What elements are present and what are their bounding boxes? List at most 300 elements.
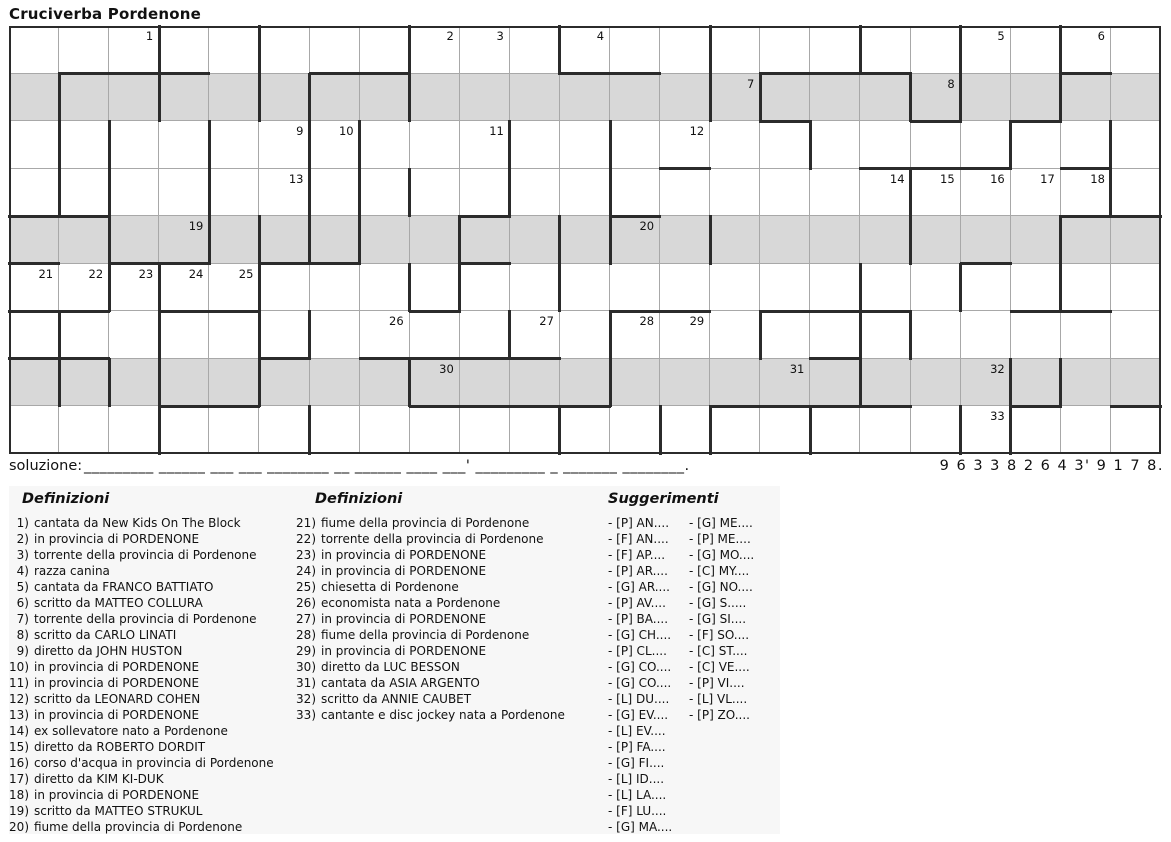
- grid-cell[interactable]: [510, 406, 560, 454]
- grid-cell[interactable]: [209, 26, 259, 74]
- grid-cell[interactable]: [9, 169, 59, 217]
- grid-cell[interactable]: [310, 216, 360, 264]
- grid-cell[interactable]: [911, 216, 961, 264]
- grid-cell[interactable]: [209, 169, 259, 217]
- grid-cell[interactable]: [259, 74, 309, 122]
- grid-cell[interactable]: [760, 169, 810, 217]
- grid-cell[interactable]: [259, 26, 309, 74]
- grid-cell[interactable]: [59, 264, 109, 312]
- grid-cell[interactable]: [560, 74, 610, 122]
- grid-cell[interactable]: [159, 406, 209, 454]
- grid-cell[interactable]: [961, 359, 1011, 407]
- clue-number: 31: [789, 361, 805, 376]
- grid-cell[interactable]: [360, 26, 410, 74]
- clue-index: 17): [9, 772, 29, 786]
- grid-cell[interactable]: [259, 121, 309, 169]
- grid-cell[interactable]: [1011, 74, 1061, 122]
- grid-wall: [859, 310, 862, 360]
- grid-cell[interactable]: [560, 121, 610, 169]
- grid-wall: [458, 215, 461, 265]
- grid-cell[interactable]: [460, 216, 510, 264]
- grid-cell[interactable]: [510, 121, 560, 169]
- grid-wall: [1059, 358, 1062, 408]
- clue-text: scritto da CARLO LINATI: [34, 628, 177, 642]
- grid-cell[interactable]: [710, 311, 760, 359]
- grid-cell[interactable]: [159, 121, 209, 169]
- grid-cell[interactable]: [460, 121, 510, 169]
- grid-cell[interactable]: [9, 359, 59, 407]
- grid-cell[interactable]: [1061, 264, 1111, 312]
- grid-cell[interactable]: [159, 74, 209, 122]
- grid-cell[interactable]: [310, 264, 360, 312]
- clue-number: 13: [288, 171, 304, 186]
- grid-wall: [408, 168, 411, 218]
- clue-number: 28: [639, 314, 655, 329]
- grid-cell[interactable]: [760, 121, 810, 169]
- grid-cell[interactable]: [610, 406, 660, 454]
- suggestion-item: - [G] CO....: [608, 676, 672, 690]
- grid-cell[interactable]: [259, 311, 309, 359]
- grid-cell[interactable]: [961, 264, 1011, 312]
- grid-cell[interactable]: [911, 359, 961, 407]
- definition-item: [296, 675, 565, 691]
- grid-wall: [609, 310, 612, 360]
- grid-cell[interactable]: [510, 359, 560, 407]
- grid-cell[interactable]: [860, 264, 910, 312]
- grid-cell[interactable]: [109, 121, 159, 169]
- clue-number: 24: [188, 266, 204, 281]
- suggestion-item: - [P] AN....: [608, 516, 670, 530]
- grid-cell[interactable]: [310, 311, 360, 359]
- grid-cell[interactable]: [760, 216, 810, 264]
- grid-cell[interactable]: [410, 264, 460, 312]
- grid-cell[interactable]: [610, 26, 660, 74]
- grid-wall: [158, 25, 161, 75]
- grid-cell[interactable]: [410, 74, 460, 122]
- grid-cell[interactable]: [610, 216, 660, 264]
- grid-cell[interactable]: [860, 26, 910, 74]
- grid-cell[interactable]: [159, 311, 209, 359]
- grid-wall: [409, 310, 461, 313]
- grid-cell[interactable]: [109, 406, 159, 454]
- grid-cell[interactable]: [460, 359, 510, 407]
- grid-cell[interactable]: [560, 311, 610, 359]
- grid-cell[interactable]: [159, 216, 209, 264]
- grid-cell[interactable]: [710, 359, 760, 407]
- grid-cell[interactable]: [410, 121, 460, 169]
- grid-cell[interactable]: [460, 406, 510, 454]
- grid-wall: [459, 215, 511, 218]
- grid-cell[interactable]: [560, 216, 610, 264]
- clue-text: in provincia di PORDENONE: [321, 564, 487, 578]
- grid-cell[interactable]: [1061, 311, 1111, 359]
- clue-text: in provincia di PORDENONE: [321, 612, 487, 626]
- grid-cell[interactable]: [710, 74, 760, 122]
- grid-cell[interactable]: [610, 121, 660, 169]
- grid-cell[interactable]: [1111, 359, 1161, 407]
- grid-cell[interactable]: [710, 169, 760, 217]
- clue-index: 13): [9, 708, 29, 722]
- grid-cell[interactable]: [360, 74, 410, 122]
- grid-cell[interactable]: [911, 169, 961, 217]
- definition-item: [296, 515, 565, 531]
- grid-cell[interactable]: [209, 74, 259, 122]
- clue-index: 18): [9, 788, 29, 802]
- grid-cell[interactable]: [1111, 26, 1161, 74]
- grid-cell[interactable]: [961, 169, 1011, 217]
- grid-cell[interactable]: [660, 74, 710, 122]
- grid-cell[interactable]: [159, 359, 209, 407]
- suggestion-item: - [G] CH....: [608, 628, 672, 642]
- grid-cell[interactable]: [610, 359, 660, 407]
- grid-wall: [709, 405, 712, 455]
- grid-cell[interactable]: [310, 359, 360, 407]
- grid-cell[interactable]: [911, 311, 961, 359]
- clue-text: fiume della provincia di Pordenone: [321, 516, 530, 530]
- grid-cell[interactable]: [109, 311, 159, 359]
- grid-cell[interactable]: [660, 264, 710, 312]
- grid-cell[interactable]: [259, 216, 309, 264]
- clue-text: economista nata a Pordenone: [321, 596, 501, 610]
- grid-cell[interactable]: [560, 169, 610, 217]
- clue-text: chiesetta di Pordenone: [321, 580, 459, 594]
- grid-wall: [158, 405, 161, 455]
- grid-cell[interactable]: [810, 406, 860, 454]
- grid-cell[interactable]: [310, 406, 360, 454]
- grid-wall: [1010, 405, 1062, 408]
- grid-cell[interactable]: [860, 74, 910, 122]
- grid-cell[interactable]: [360, 169, 410, 217]
- grid-cell[interactable]: [9, 26, 59, 74]
- grid-cell[interactable]: [1011, 311, 1061, 359]
- suggestion-item: - [P] FA....: [608, 740, 666, 754]
- grid-cell[interactable]: [660, 406, 710, 454]
- grid-cell[interactable]: [310, 121, 360, 169]
- grid-wall: [1060, 72, 1112, 75]
- grid-cell[interactable]: [310, 169, 360, 217]
- grid-cell[interactable]: [660, 121, 710, 169]
- grid-cell[interactable]: [410, 216, 460, 264]
- grid-cell[interactable]: [59, 216, 109, 264]
- grid-wall: [709, 73, 712, 123]
- grid-cell[interactable]: [410, 26, 460, 74]
- grid-cell[interactable]: [1061, 74, 1111, 122]
- grid-cell[interactable]: [1061, 406, 1111, 454]
- definitions-right-heading: Definizioni: [315, 491, 403, 507]
- grid-cell[interactable]: [911, 406, 961, 454]
- grid-cell[interactable]: [510, 311, 560, 359]
- grid-cell[interactable]: [961, 216, 1011, 264]
- grid-wall: [609, 215, 612, 265]
- definition-item: [9, 531, 274, 547]
- grid-wall: [358, 168, 361, 218]
- grid-cell[interactable]: [460, 74, 510, 122]
- grid-cell[interactable]: [209, 406, 259, 454]
- grid-cell[interactable]: [660, 26, 710, 74]
- clue-text: in provincia di PORDENONE: [34, 676, 200, 690]
- grid-cell[interactable]: [1111, 264, 1161, 312]
- grid-cell[interactable]: [1011, 169, 1061, 217]
- definition-item: [296, 643, 565, 659]
- grid-cell[interactable]: [1061, 169, 1111, 217]
- grid-cell[interactable]: [860, 216, 910, 264]
- grid-cell[interactable]: [810, 264, 860, 312]
- grid-wall: [258, 358, 261, 408]
- grid-cell[interactable]: [209, 359, 259, 407]
- grid-cell[interactable]: [810, 359, 860, 407]
- grid-cell[interactable]: [560, 359, 610, 407]
- grid-cell[interactable]: [510, 216, 560, 264]
- clue-text: ex sollevatore nato a Pordenone: [34, 724, 228, 738]
- grid-cell[interactable]: [460, 311, 510, 359]
- grid-cell[interactable]: [911, 26, 961, 74]
- grid-cell[interactable]: [360, 121, 410, 169]
- grid-cell[interactable]: [1111, 216, 1161, 264]
- grid-cell[interactable]: [259, 169, 309, 217]
- grid-cell[interactable]: [259, 264, 309, 312]
- grid-cell[interactable]: [760, 406, 810, 454]
- grid-cell[interactable]: [59, 169, 109, 217]
- grid-cell[interactable]: [1111, 121, 1161, 169]
- grid-cell[interactable]: [109, 26, 159, 74]
- suggestion-item: - [L] DU....: [608, 692, 670, 706]
- grid-cell[interactable]: [59, 26, 109, 74]
- grid-cell[interactable]: [911, 264, 961, 312]
- grid-wall: [258, 215, 261, 265]
- grid-wall: [58, 168, 61, 218]
- solution-blanks[interactable]: _________ ______ ___ ___ ________ __ ______ ____ ___' _________ _ _______ ________.: [84, 458, 690, 474]
- grid-cell[interactable]: [810, 169, 860, 217]
- grid-cell[interactable]: [1011, 264, 1061, 312]
- grid-wall: [158, 310, 161, 360]
- grid-cell[interactable]: [660, 359, 710, 407]
- grid-wall: [809, 357, 861, 360]
- grid-cell[interactable]: [710, 121, 760, 169]
- grid-cell[interactable]: [660, 169, 710, 217]
- grid-cell[interactable]: [1011, 406, 1061, 454]
- grid-cell[interactable]: [860, 121, 910, 169]
- grid-cell[interactable]: [610, 264, 660, 312]
- clue-text: torrente della provincia di Pordenone: [34, 548, 257, 562]
- suggestion-item: - [G] AR....: [608, 580, 670, 594]
- definition-item: [9, 675, 274, 691]
- suggestion-item: - [C] MY....: [689, 564, 750, 578]
- definition-item: [9, 739, 274, 755]
- grid-cell[interactable]: [460, 264, 510, 312]
- suggestion-item: - [L] LA....: [608, 788, 667, 802]
- grid-cell[interactable]: [259, 406, 309, 454]
- grid-cell[interactable]: [610, 169, 660, 217]
- grid-cell[interactable]: [59, 406, 109, 454]
- grid-cell[interactable]: [1011, 26, 1061, 74]
- grid-cell[interactable]: [1011, 216, 1061, 264]
- grid-cell[interactable]: [410, 359, 460, 407]
- grid-wall: [558, 25, 561, 75]
- clue-number: 12: [689, 124, 705, 139]
- grid-cell[interactable]: [310, 74, 360, 122]
- crossword-grid: [9, 26, 1161, 454]
- clue-number: 32: [990, 361, 1005, 376]
- grid-cell[interactable]: [610, 74, 660, 122]
- grid-wall: [559, 72, 661, 75]
- grid-cell[interactable]: [1061, 121, 1111, 169]
- grid-cell[interactable]: [109, 74, 159, 122]
- grid-cell[interactable]: [810, 311, 860, 359]
- grid-cell[interactable]: [760, 311, 810, 359]
- grid-cell[interactable]: [209, 121, 259, 169]
- grid-cell[interactable]: [860, 311, 910, 359]
- grid-cell[interactable]: [1011, 121, 1061, 169]
- grid-cell[interactable]: [460, 26, 510, 74]
- grid-cell[interactable]: [159, 264, 209, 312]
- grid-cell[interactable]: [961, 74, 1011, 122]
- grid-cell[interactable]: [760, 264, 810, 312]
- grid-cell[interactable]: [860, 359, 910, 407]
- grid-wall: [960, 262, 1012, 265]
- solution-label: soluzione:: [9, 458, 83, 474]
- grid-cell[interactable]: [1061, 216, 1111, 264]
- grid-cell[interactable]: [1111, 74, 1161, 122]
- grid-cell[interactable]: [360, 359, 410, 407]
- grid-cell[interactable]: [860, 169, 910, 217]
- clue-number: 10: [338, 124, 354, 139]
- grid-cell[interactable]: [961, 121, 1011, 169]
- grid-cell[interactable]: [760, 26, 810, 74]
- grid-cell[interactable]: [810, 216, 860, 264]
- grid-cell[interactable]: [109, 216, 159, 264]
- grid-cell[interactable]: [360, 311, 410, 359]
- grid-cell[interactable]: [209, 216, 259, 264]
- grid-cell[interactable]: [259, 359, 309, 407]
- clue-index: 29): [296, 644, 316, 658]
- grid-cell[interactable]: [9, 311, 59, 359]
- grid-cell[interactable]: [810, 74, 860, 122]
- grid-cell[interactable]: [810, 121, 860, 169]
- suggestion-item: - [G] FI....: [608, 756, 665, 770]
- grid-cell[interactable]: [159, 26, 209, 74]
- grid-cell[interactable]: [660, 311, 710, 359]
- grid-cell[interactable]: [360, 406, 410, 454]
- grid-cell[interactable]: [510, 169, 560, 217]
- clue-number: 16: [990, 171, 1005, 186]
- grid-wall: [759, 310, 762, 360]
- grid-wall: [408, 358, 411, 408]
- grid-wall: [659, 405, 662, 455]
- definition-item: [9, 627, 274, 643]
- grid-cell[interactable]: [9, 264, 59, 312]
- grid-cell[interactable]: [760, 74, 810, 122]
- grid-cell[interactable]: [510, 26, 560, 74]
- grid-cell[interactable]: [810, 26, 860, 74]
- grid-cell[interactable]: [710, 264, 760, 312]
- grid-cell[interactable]: [961, 311, 1011, 359]
- grid-cell[interactable]: [961, 406, 1011, 454]
- grid-wall: [959, 405, 962, 455]
- clue-index: 15): [9, 740, 29, 754]
- grid-cell[interactable]: [1061, 359, 1111, 407]
- grid-wall: [208, 120, 211, 170]
- suggestion-item: - [G] EV....: [608, 708, 669, 722]
- grid-cell[interactable]: [710, 216, 760, 264]
- grid-cell[interactable]: [209, 264, 259, 312]
- grid-cell[interactable]: [59, 359, 109, 407]
- grid-cell[interactable]: [510, 74, 560, 122]
- definition-item: [9, 723, 274, 739]
- grid-cell[interactable]: [710, 406, 760, 454]
- grid-cell[interactable]: [1111, 169, 1161, 217]
- suggestion-item: - [F] AP....: [608, 548, 666, 562]
- grid-cell[interactable]: [9, 74, 59, 122]
- grid-cell[interactable]: [760, 359, 810, 407]
- grid-cell[interactable]: [59, 311, 109, 359]
- suggestion-item: - [F] SO....: [689, 628, 750, 642]
- grid-cell[interactable]: [410, 169, 460, 217]
- grid-cell[interactable]: [560, 406, 610, 454]
- grid-cell[interactable]: [911, 74, 961, 122]
- grid-cell[interactable]: [961, 26, 1011, 74]
- grid-cell[interactable]: [560, 264, 610, 312]
- grid-cell[interactable]: [109, 264, 159, 312]
- clue-text: razza canina: [34, 564, 110, 578]
- grid-cell[interactable]: [59, 74, 109, 122]
- definition-item: [296, 531, 565, 547]
- clue-number: 3: [496, 29, 504, 43]
- grid-cell[interactable]: [860, 406, 910, 454]
- grid-cell[interactable]: [510, 264, 560, 312]
- grid-wall: [58, 72, 210, 75]
- grid-cell[interactable]: [410, 406, 460, 454]
- grid-cell[interactable]: [9, 121, 59, 169]
- grid-cell[interactable]: [710, 26, 760, 74]
- grid-cell[interactable]: [560, 26, 610, 74]
- grid-cell[interactable]: [360, 216, 410, 264]
- grid-cell[interactable]: [410, 311, 460, 359]
- grid-wall: [1010, 120, 1062, 123]
- clue-text: corso d'acqua in provincia di Pordenone: [34, 756, 274, 770]
- definition-item: [296, 611, 565, 627]
- grid-cell[interactable]: [360, 264, 410, 312]
- grid-cell[interactable]: [9, 406, 59, 454]
- grid-cell[interactable]: [1061, 26, 1111, 74]
- definition-item: [9, 643, 274, 659]
- grid-cell[interactable]: [1011, 359, 1061, 407]
- grid-cell[interactable]: [460, 169, 510, 217]
- grid-wall: [1009, 120, 1012, 170]
- grid-cell[interactable]: [59, 121, 109, 169]
- definition-item: [9, 707, 274, 723]
- grid-cell[interactable]: [911, 121, 961, 169]
- clue-number: 27: [539, 314, 554, 329]
- grid-cell[interactable]: [660, 216, 710, 264]
- grid-cell[interactable]: [1111, 406, 1161, 454]
- grid-cell[interactable]: [610, 311, 660, 359]
- grid-cell[interactable]: [1111, 311, 1161, 359]
- grid-wall: [1059, 25, 1062, 75]
- grid-wall: [659, 167, 711, 170]
- suggestion-item: - [C] VE....: [689, 660, 750, 674]
- grid-wall: [959, 25, 962, 75]
- grid-wall: [108, 263, 111, 313]
- grid-wall: [909, 310, 912, 360]
- clue-text: in provincia di PORDENONE: [34, 532, 200, 546]
- clue-number: 26: [389, 314, 404, 329]
- grid-cell[interactable]: [159, 169, 209, 217]
- grid-cell[interactable]: [109, 169, 159, 217]
- grid-cell[interactable]: [109, 359, 159, 407]
- grid-cell[interactable]: [209, 311, 259, 359]
- grid-cell[interactable]: [9, 216, 59, 264]
- grid-cell[interactable]: [310, 26, 360, 74]
